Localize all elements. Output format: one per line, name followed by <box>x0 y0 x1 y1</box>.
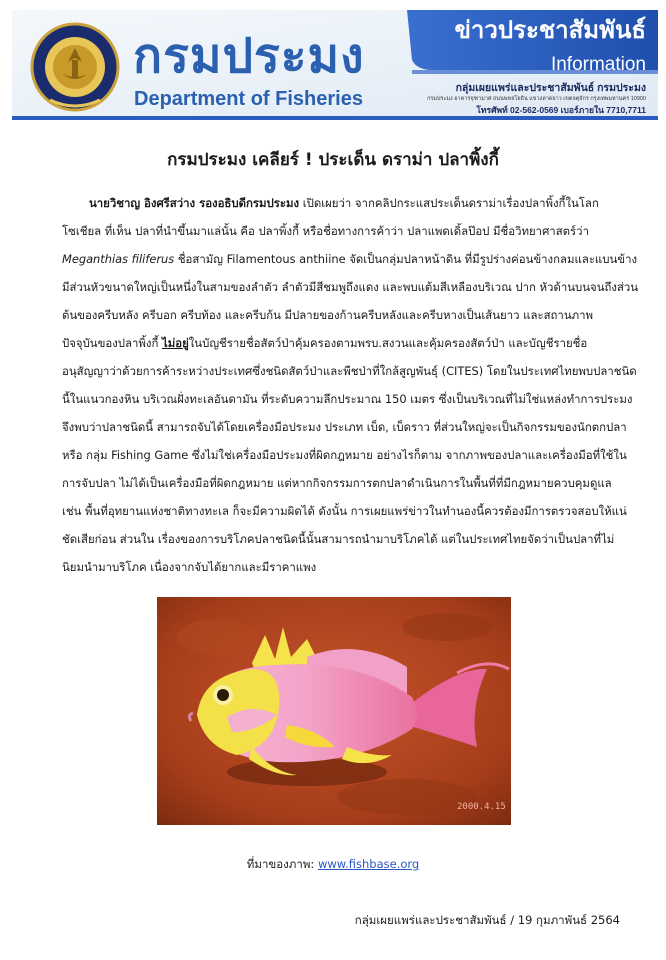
article-headline: กรมประมง เคลียร์ ! ประเด็น ดราม่า ปลาพิ้งกี้ <box>167 150 499 170</box>
address-line: กรมประมง อาคารจุฑามาศ ถนนพหลโยธิน แขวงลาดยาว เขตจตุจักร กรุงเทพมหานคร 10900 <box>427 96 646 102</box>
body-line-5: ต้นของครีบหลัง ครีบอก ครีบท้อง และครีบก้น มีปลายของก้านครีบหลังและครีบหางเป็นเส้นยาว และสถานภาพ <box>62 308 594 322</box>
spokesperson-name: นายวิชาญ อิงศรีสว่าง รองอธิบดีกรมประมง <box>89 196 300 210</box>
information-label: Information <box>550 54 646 75</box>
body-text: ชื่อสามัญ Filamentous anthiine จัดเป็นกลุ่มปลาหน้าดิน ที่มีรูปร่างค่อนข้างกลมและแบนข้าง <box>174 252 638 266</box>
body-line-13: ชัดเสียก่อน ส่วนใน เรื่องของการบริโภคปลาชนิดนี้นั้นสามารถนำมาบริโภคได้ แต่ในประเทศไทยจัดว่าเป็นปลาที่ไม่ <box>62 532 615 546</box>
body-line-14: นิยมนำมาบริโภค เนื่องจากจับได้ยากและมีราคาแพง <box>62 560 317 574</box>
body-line-6 <box>62 334 587 352</box>
scientific-name: Meganthias filiferus <box>62 252 175 266</box>
body-line-12: เช่น พื้นที่อุทยานแห่งชาติทางทะเล ก็จะมีความผิดได้ ดังนั้น การเผยแพร่ข่าวในทำนองนี้ควรต้องมีการตรวจสอบให้แน่ <box>62 504 627 518</box>
division-name: กลุ่มเผยแพร่และประชาสัมพันธ์ กรมประมง <box>455 82 646 94</box>
body-text: ปัจจุบันของปลาพิ้งกี้ <box>62 336 162 350</box>
photo-date-stamp: 2000.4.15 <box>457 802 506 812</box>
department-seal-logo <box>30 22 120 112</box>
body-line-11: การจับปลา ไม่ได้เป็นเครื่องมือที่ผิดกฎหมาย แต่หากกิจกรรมการตกปลาดำเนินการในพื้นที่ที่มีกฎหมายควบคุมดูแล <box>62 476 612 490</box>
pink-fish-photo <box>157 597 511 825</box>
department-name-thai: กรมประมง <box>133 30 365 83</box>
emphasis-not-listed: ไม่อยู่ <box>161 336 189 350</box>
body-line-7: อนุสัญญาว่าด้วยการค้าระหว่างประเทศซึ่งชนิดสัตว์ป่าและพืชป่าที่ใกล้สูญพันธุ์ (CITES) โดยในประเทศไทยพบปลาชนิด <box>62 364 637 378</box>
news-label-thai: ข่าวประชาสัมพันธ์ <box>454 17 646 44</box>
caption-prefix: ที่มาของภาพ: <box>246 857 318 871</box>
body-line-3 <box>62 250 637 268</box>
fish-illustration <box>157 597 511 825</box>
body-text: เปิดเผยว่า จากคลิปกระแสประเด็นดราม่าเรื่องปลาพิ้งกี้ในโลก <box>299 196 599 210</box>
body-line-2: โซเชียล ที่เห็น ปลาที่นำขึ้นมาแล่นั้น คือ ปลาพิ้งกี้ หรือชื่อทางการค้าว่า ปลาแพดเดิ้ลป๊อป มีชื่อวิทยาศาสตร์ว่า <box>62 224 589 238</box>
phone-line: โทรศัพท์ 02-562-0569 เบอร์ภายใน 7710,7711 <box>476 105 646 115</box>
header-banner <box>12 10 658 120</box>
body-line-10: หรือ กลุ่ม Fishing Game ซึ่งไม่ใช่เครื่องมือประมงที่ผิดกฎหมาย อย่างไรก็ตาม จากภาพของปลาและเครื่องมือที่ใช้ใน <box>62 448 627 462</box>
source-link[interactable]: www.fishbase.org <box>317 857 420 871</box>
body-line-1 <box>89 194 599 212</box>
department-name-english: Department of Fisheries <box>134 88 363 110</box>
photo-caption <box>0 856 666 872</box>
body-text: ในบัญชีรายชื่อสัตว์ป่าคุ้มครองตามพรบ.สงวนและคุ้มครองสัตว์ป่า และบัญชีรายชื่อ <box>188 336 588 350</box>
body-line-4: มีส่วนหัวขนาดใหญ่เป็นหนึ่งในสามของลำตัว ลำตัวมีสีชมพูถึงแดง และพบแต้มสีเหลืองบริเวณ ปาก หัวด้านบนจนถึงส่วน <box>62 280 639 294</box>
body-line-8: นี้ในแนวกองหิน บริเวณฝั่งทะเลอันดามัน ที่ระดับความลึกประมาณ 150 เมตร ซึ่งเป็นบริเวณที่ไม่ใช่แหล่งทำการประมง <box>62 392 633 406</box>
body-line-9: จึงพบว่าปลาชนิดนี้ สามารถจับได้โดยเครื่องมือประมง ประเภท เบ็ด, เบ็ดราว ที่ส่วนใหญ่จะเป็นกิจกรรมของนักตกปลา <box>62 420 627 434</box>
footer-credit: กลุ่มเผยแพร่และประชาสัมพันธ์ / 19 กุมภาพันธ์ 2564 <box>354 913 620 927</box>
